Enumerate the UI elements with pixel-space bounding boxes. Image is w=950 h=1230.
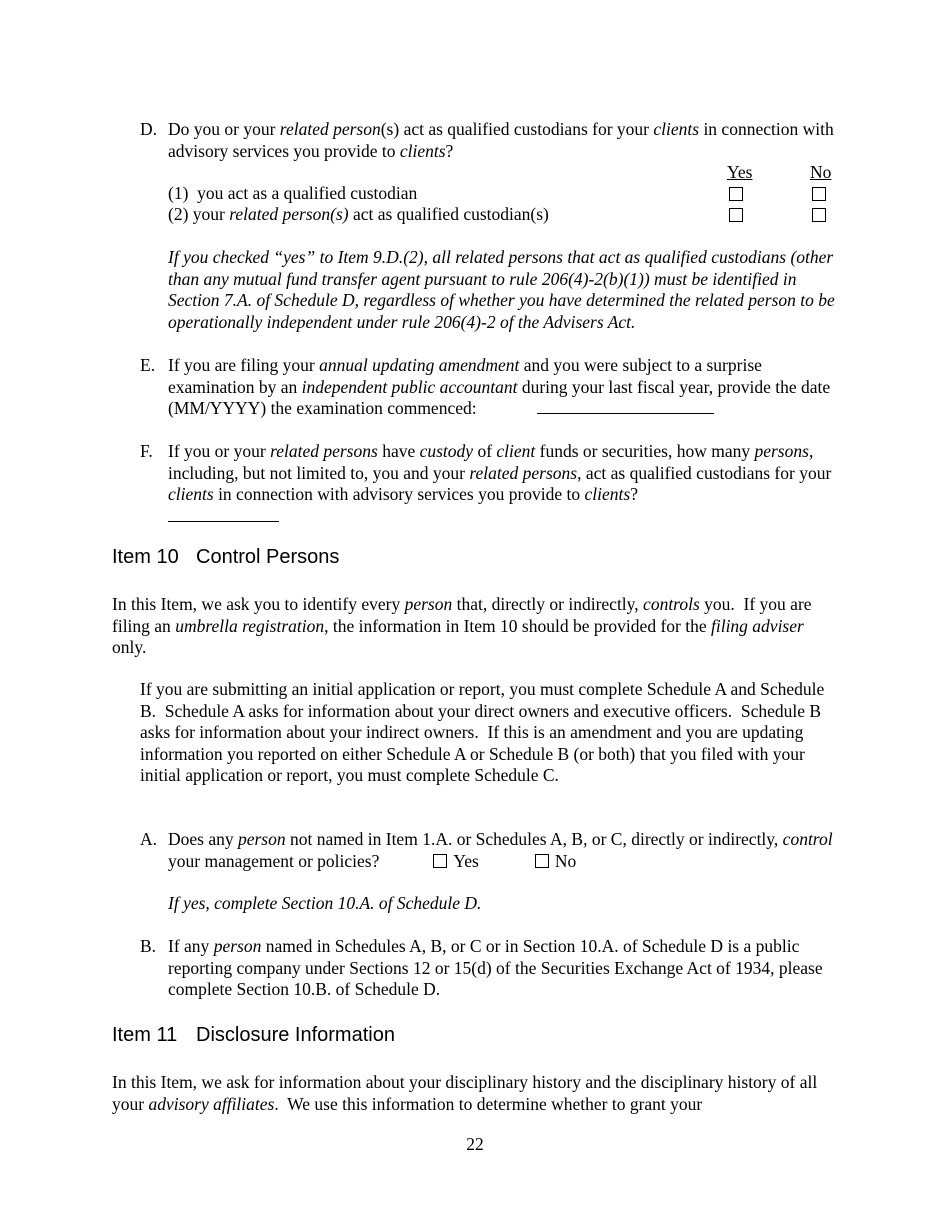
item-11-heading: [112, 1025, 395, 1047]
examination-date-field[interactable]: [537, 413, 714, 414]
item-9d-question: Do you or your related person(s) act as qualified custodians for your clients in connection with advisory services you provide to clients?: [168, 119, 834, 161]
item-9e-letter: E.: [140, 355, 156, 375]
item-10-heading: [112, 547, 339, 569]
item-11-title: Disclosure Information: [196, 1024, 395, 1046]
item-10-number: Item 10: [112, 546, 179, 568]
item-11-number: Item 11: [112, 1024, 178, 1046]
item-11-intro: In this Item, we ask for information about your disciplinary history and the disciplinary history of all your advisory affiliates. We use this information to determine whether to grant your: [112, 1072, 818, 1114]
page-number: 22: [466, 1134, 484, 1154]
item-10a-yes-label: Yes: [453, 850, 479, 871]
custodian-count-field[interactable]: [168, 521, 279, 522]
custodian-row-2-label: (2) your related person(s) act as qualified custodian(s): [168, 204, 549, 224]
custodian-row-2-yes-checkbox[interactable]: [729, 208, 743, 222]
no-column-header: No: [810, 162, 832, 182]
custodian-row-2-no-checkbox[interactable]: [812, 208, 826, 222]
item-9f-question: If you or your related persons have custody of client funds or securities, how many persons, including, but not limited to, you and your related persons, act as qualified custodians for your clients in connection with advisory services you provide to clients?: [168, 441, 832, 504]
item-10a-no-checkbox[interactable]: [535, 854, 549, 868]
item-9d-letter: D.: [140, 119, 158, 139]
item-10-schedules-paragraph: If you are submitting an initial application or report, you must complete Schedule A and Schedule B. Schedule A asks for information about your direct owners and executive officers. Schedule B asks for information about your indirect owners. If this is an amendment and you are updating information you reported on either Schedule A or Schedule B (or both) that you filed with your initial application or report, you must complete Schedule C.: [140, 679, 825, 785]
item-10a-no-label: No: [554, 850, 577, 871]
custodian-row-1-label: (1) you act as a qualified custodian: [168, 183, 418, 203]
item-10-title: Control Persons: [196, 546, 340, 568]
item-10a-letter: A.: [140, 829, 158, 849]
item-10b-letter: B.: [140, 936, 157, 956]
item-10b-question: If any person named in Schedules A, B, or C or in Section 10.A. of Schedule D is a public reporting company under Sections 12 or 15(d) of the Securities Exchange Act of 1934, please complete Section 10.B. of Schedule D.: [168, 936, 823, 999]
item-10-intro: In this Item, we ask you to identify every person that, directly or indirectly, controls you. If you are filing an umbrella registration, the information in Item 10 should be provided for the filing adviser only.: [112, 594, 812, 657]
item-9f-letter: F.: [140, 441, 153, 461]
item-9d-note: If you checked “yes” to Item 9.D.(2), all related persons that act as qualified custodians (other than any mutual fund transfer agent pursuant to rule 206(4)-2(b)(1)) must be identified in Section 7.A. of Schedule D, regardless of whether you have determined the related person to be operationally independent under rule 206(4)-2 of the Advisers Act.: [168, 247, 835, 332]
item-9e-question: If you are filing your annual updating amendment and you were subject to a surprise examination by an independent public accountant during your last fiscal year, provide the date (MM/YYYY) the examination commenced:: [168, 355, 831, 418]
item-10a-note: If yes, complete Section 10.A. of Schedule D.: [168, 893, 482, 913]
custodian-row-1-yes-checkbox[interactable]: [729, 187, 743, 201]
item-10a-question: Does any person not named in Item 1.A. or Schedules A, B, or C, directly or indirectly, control your management or policies? Yes No: [168, 829, 833, 871]
yes-column-header: Yes: [727, 162, 753, 182]
item-10a-yes-checkbox[interactable]: [433, 854, 447, 868]
custodian-row-1-no-checkbox[interactable]: [812, 187, 826, 201]
